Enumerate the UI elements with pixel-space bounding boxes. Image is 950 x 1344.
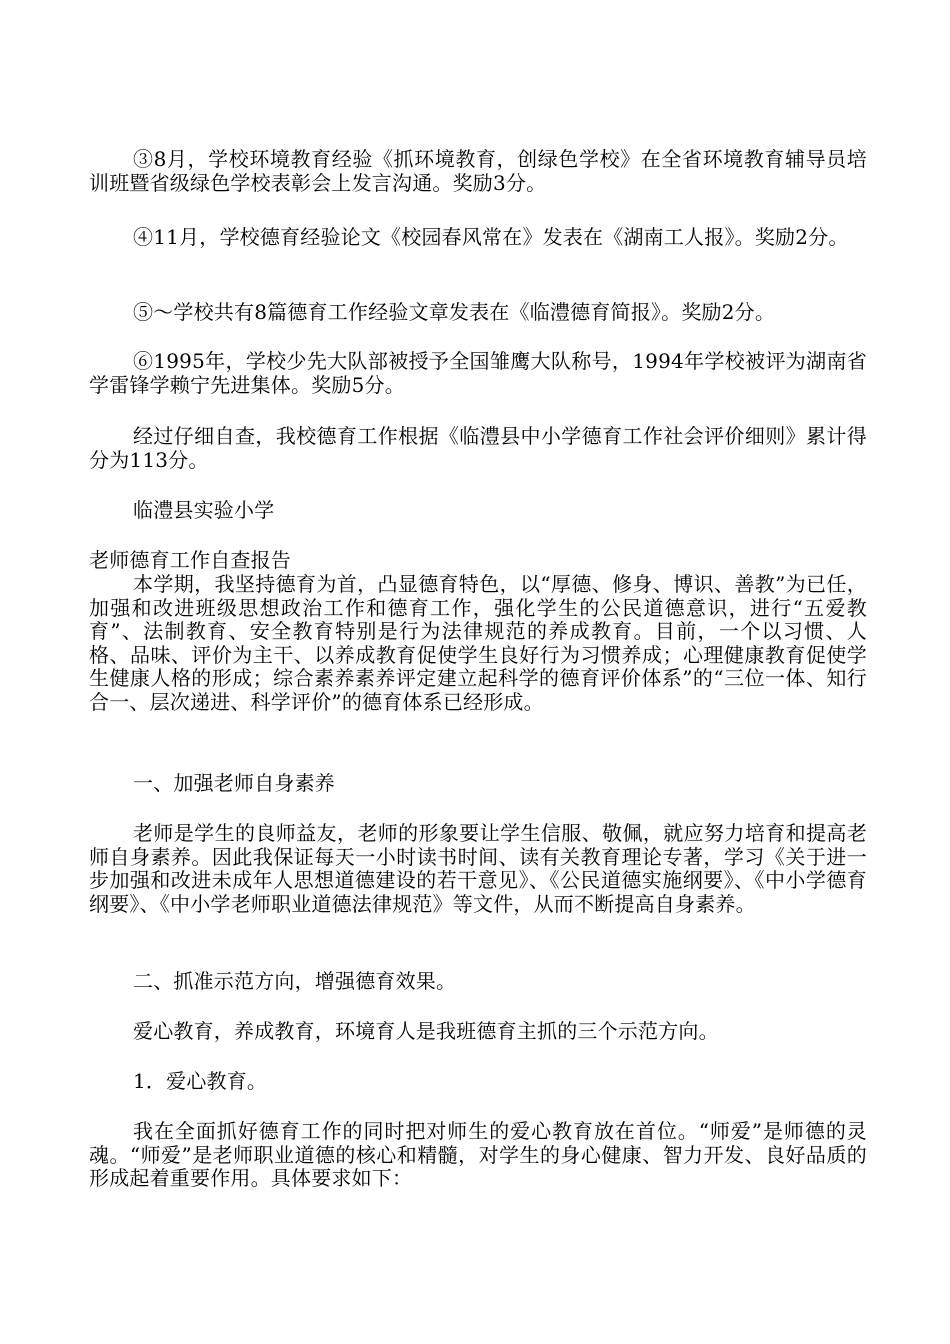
paragraph-intro: 本学期，我坚持德育为首，凸显德育特色，以“厚德、修身、博识、善教”为已任，加强和改进班级思想政治工作和德育工作，强化学生的公民道德意识，进行“五爱教育”、法制教育、安全教育特别是行为法律规范的养成教育。目前，一个以习惯、人格、品味、评价为主干、以养成教育促使学生良好行为习惯养成；心理健康教育促使学生健康人格的形成；综合素养素养评定建立起科学的德育评价体系”的“三位一体、知行合一、层次递进、科学评价”的德育体系已经形成。 [89,572,867,714]
section-heading-2: 二、抓准示范方向，增强德育效果。 [133,969,457,993]
paragraph-award-5: ⑤～学校共有8篇德育工作经验文章发表在《临澧德育简报》。奖励2分。 [133,300,776,324]
report-title: 老师德育工作自查报告 [89,548,291,572]
paragraph-love-education: 我在全面抓好德育工作的同时把对师生的爱心教育放在首位。“师爱”是师德的灵魂。“师爱”是老师职业道德的核心和精髓，对学生的身心健康、智力开发、良好品质的形成起着重要作用。具体要求如下： [89,1119,867,1190]
subsection-heading-1: 1．爱心教育。 [133,1069,268,1093]
paragraph-award-3: ③8月，学校环境教育经验《抓环境教育，创绿色学校》在全省环境教育辅导员培训班暨省级绿色学校表彰会上发言沟通。奖励3分。 [89,147,867,195]
paragraph-award-6: ⑥1995年，学校少先大队部被授予全国雏鹰大队称号，1994年学校被评为湖南省学雷锋学赖宁先进集体。奖励5分。 [89,349,867,397]
paragraph-teacher-quality: 老师是学生的良师益友，老师的形象要让学生信服、敬佩，就应努力培育和提高老师自身素养。因此我保证每天一小时读书时间、读有关教育理论专著，学习《关于进一步加强和改进未成年人思想道德建设的若干意见》、《公民道德实施纲要》、《中小学德育纲要》、《中小学老师职业道德法律规范》等文件，从而不断提高自身素养。 [89,821,867,916]
paragraph-directions: 爱心教育，养成教育，环境育人是我班德育主抓的三个示范方向。 [133,1019,719,1043]
paragraph-award-4: ④11月，学校德育经验论文《校园春风常在》发表在《湖南工人报》。奖励2分。 [133,225,849,249]
school-signature: 临澧县实验小学 [133,498,275,522]
section-heading-1: 一、加强老师自身素养 [133,771,335,795]
paragraph-summary: 经过仔细自查，我校德育工作根据《临澧县中小学德育工作社会评价细则》累计得分为113分。 [89,424,867,472]
